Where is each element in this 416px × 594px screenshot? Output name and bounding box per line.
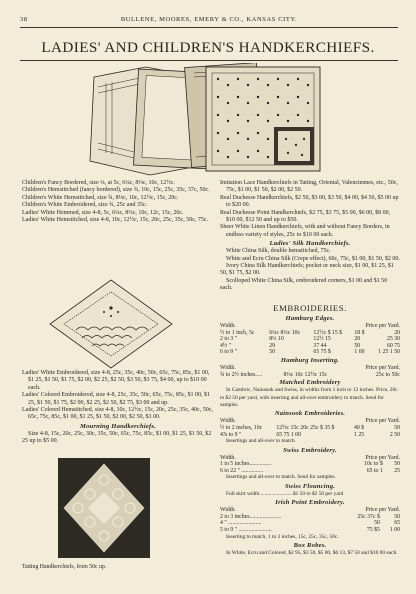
table-row: 6 to 22 " ............... 65 to 1 25 bbox=[220, 467, 400, 474]
page-title: LADIES' AND CHILDREN'S HANDKERCHIEFS. bbox=[41, 39, 375, 56]
list-item: Real Duchesse Handkerchiefs, $2 50, $3 00, $3 50, $4 00, $4 50, $5 00 up to $20 00. bbox=[220, 194, 399, 209]
list-item: White China Silk, double hemstitched, 75c. bbox=[226, 248, 331, 255]
list-item: Children's White Hemstitched, size ¾, 8⅓c, 10c, 12½c, 15c, 20c. bbox=[22, 194, 179, 201]
swiss-note: Insertings and all-over to match. Send for samples. bbox=[226, 474, 336, 481]
list-item: Imitation Lace Handkerchiefs in Tatting, Oriental, Valenciennes, etc., 50c, 75c, $1 00, $1 50, $2 00, $2 50. bbox=[220, 180, 398, 194]
table-row: ½ to 2 inches, 10c 12½c 15c 20c 25c $ 35 $ 40 $ 50 bbox=[220, 424, 400, 431]
list-item: Children's White Embroidered, size ¾, 25c and 35c. bbox=[22, 202, 148, 209]
children-handkerchiefs-list bbox=[22, 180, 214, 224]
title-rule bbox=[20, 60, 398, 61]
swiss-flouncing-text: Full skirt width.........................$1 50 to $2 50 per yard bbox=[226, 490, 344, 497]
list-item: Real Duchesse Point Handkerchiefs, $2 75, $3 75, $5 00, $6 00, $8 00, $10 00, $12 50 and up to $50. bbox=[220, 209, 391, 224]
table-row: 6 to 9 " 50 65 75 $ 1 00 1 25 1 50 bbox=[220, 349, 400, 356]
table-row: ½ to 1 inch, 5c 6¼c 8⅓c 10c 12½c $ 15 $ 18 $ 20 bbox=[220, 329, 400, 336]
handkerchief-stack-illustration bbox=[88, 63, 326, 179]
nainsook-note: Insertings and all-over to match. bbox=[226, 438, 296, 445]
col-label: Width. bbox=[220, 507, 236, 514]
table-row: 4½ " 29 37 44 50 60 75 bbox=[220, 342, 400, 349]
col-label: Price per Yard. bbox=[365, 454, 400, 461]
swiss-table bbox=[220, 455, 400, 475]
embroideries-heading: EMBROIDERIES. bbox=[273, 303, 347, 313]
ladies-handkerchiefs-list bbox=[22, 370, 214, 446]
tatting-caption: Tatting Handkerchiefs, from 50c up. bbox=[22, 564, 107, 570]
list-item: Sheer White Linen Handkerchiefs, with and without Fancy Borders, in endless variety of styles, 25c to $10 00 each. bbox=[220, 224, 390, 238]
table-row: 2 to 3 " 8⅓ 10 12½ 15 20 25 30 bbox=[220, 336, 400, 343]
table-row: 1 to 5 inches............... 10c to $ 50 bbox=[220, 461, 400, 468]
mourning-text: Size 4-8, 15c, 20c, 25c, 30c, 35c, 50c, 65c, 75c, 85c, $1 00, $1 25, $1 50, $2 25 up to $5 00. bbox=[22, 430, 212, 445]
embroideries-section bbox=[220, 302, 400, 557]
swiss-heading: Swiss Embroidery. bbox=[283, 446, 337, 454]
list-item: Children's Hemstitched (fancy bordered), size ¾, 10c, 15c, 25c, 35c, 37c, 50c. bbox=[22, 187, 210, 194]
hamburg-inserting-heading: Hamburg Inserting. bbox=[280, 356, 340, 364]
matched-heading: Matched Embroidery bbox=[279, 379, 341, 387]
table-row: 4⅞ to 9 " 65 75 1 00 1 25 2 50 bbox=[220, 431, 400, 438]
list-item: Ivory China Silk Handkerchiefs; pocket or neck size, $1 00, $1 25, $1 50, $1 75, $2 00. bbox=[220, 263, 394, 277]
table-row: 4 " ....................... 50 65 bbox=[220, 520, 400, 527]
box-robes-text: In White, Ecru and Colored, $2 95, $3 50, $5 00, $6 13, $7 50 and $10 00 each. bbox=[226, 549, 398, 556]
nainsook-table bbox=[220, 418, 400, 438]
list-item: Children's Fancy Bordered, size ¼, at 5c, 6¼c, 8⅓c, 10c, 12½c. bbox=[22, 180, 175, 186]
page-number: 38 bbox=[20, 16, 28, 23]
col-label: Width. bbox=[220, 418, 236, 425]
irish-point-note: Inserting to match, 1 to 3 inches, 15c, 25c, 35c, 50c. bbox=[226, 533, 339, 540]
hamburg-edges-heading: Hamburg Edges. bbox=[285, 315, 335, 322]
col-label: Width. bbox=[220, 364, 236, 371]
list-item: Ladies' White Hemmed, size 4-8, 5c, 6¼c, 8⅓c, 10c, 12c, 15c, 20c. bbox=[22, 209, 184, 216]
mourning-heading: Mourning Handkerchiefs. bbox=[79, 422, 157, 430]
col-label: Price per Yard. bbox=[365, 323, 400, 329]
hamburg-inserting-table bbox=[220, 365, 400, 378]
col-label: Width. bbox=[220, 454, 236, 461]
list-item: Ladies' Colored Embroidered, size 4-8, 25c, 35c, 50c, 65c, 75c, 85c, $1 00, $1 25, $1 50, $1 75, $2 00, $2 25, $2 50, $2 75, $3 00 and up. bbox=[22, 392, 211, 406]
list-item: Ladies' White Embroidered, size 4-8, 25c, 35c, 40c, 50c, 65c, 75c, 85c, $1 00, $1 25, $1 50, $1 75, $2 00, $2 25, $2 50, $3 50, $3 75, $4 00, up to $10 00 each. bbox=[22, 370, 210, 391]
tatting-handkerchief-illustration bbox=[58, 458, 150, 558]
running-header bbox=[20, 16, 398, 26]
col-label: Price per Yard. bbox=[365, 364, 400, 371]
running-title: BULLENE, MOORES, EMERY & CO., KANSAS CITY. bbox=[120, 16, 298, 23]
box-robes-heading: Box Robes. bbox=[293, 541, 327, 549]
swiss-flouncing-heading: Swiss Flouncing. bbox=[284, 482, 336, 490]
list-item: White and Ecru China Silk (Crepe effect), 60c, 75c, $1 00, $1 50, $2 00. bbox=[226, 255, 400, 262]
list-item: Scolloped White China Silk, embroidered corners, $1 00 and $1 50 each. bbox=[220, 277, 388, 292]
irish-point-table bbox=[220, 507, 400, 533]
header-rule bbox=[20, 27, 398, 28]
silk-heading: Ladies' Silk Handkerchiefs. bbox=[269, 240, 351, 248]
table-row: 2 to 3 inches...................... 25c 37c $ 50 bbox=[220, 513, 400, 520]
embroidered-handkerchief-illustration bbox=[46, 278, 176, 370]
col-label: Width. bbox=[220, 323, 236, 329]
hamburg-edges-table bbox=[220, 323, 400, 356]
table-row: 5 to 9 " ....................... 75 $5 1 00 bbox=[220, 526, 400, 533]
col-label: Price per Yard. bbox=[365, 418, 400, 425]
matched-text: In Cambric, Nainsook and Swiss, in widths from 1 inch to 12 inches. Price, 20c to $2 50 per yard, with inserting and all-over embroidery to match. Send for samples. bbox=[220, 387, 398, 408]
list-item: Ladies' White Hemstitched, size 4-8, 10c, 12½c, 15c, 20c, 25c, 35c, 50c, 75c. bbox=[22, 217, 209, 224]
lace-handkerchiefs-list bbox=[220, 180, 400, 293]
irish-point-heading: Irish Point Embroidery. bbox=[275, 499, 345, 507]
table-row: ¾ to 2½ inches..... 8⅓c 10c 12½c 15c 25c to 50c bbox=[220, 371, 400, 378]
list-item: Ladies' Colored Hemstitched, size 4-8, 10c, 12½c, 15c, 20c, 25c, 35c, 40c, 50c, 65c, 75c, 85c, $1 00, $1 25, $1 50, $2 00, $2 50, $3 00. bbox=[22, 407, 213, 421]
col-label: Price per Yard. bbox=[365, 507, 400, 514]
nainsook-heading: Nainsook Embroideries. bbox=[274, 410, 346, 418]
